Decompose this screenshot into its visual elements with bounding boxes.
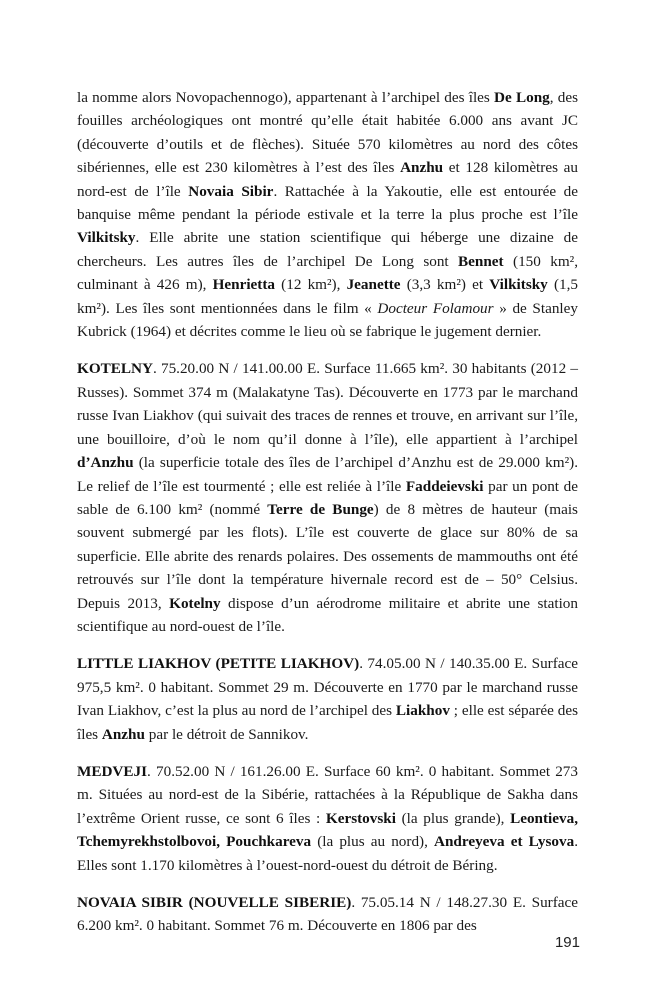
bold-term: LITTLE LIAKHOV (PETITE LIAKHOV) <box>77 655 360 673</box>
bold-term: Leontieva, Tchemyrekhstolbovoi, Pouchkareva <box>77 809 578 851</box>
bold-term: NOVAIA SIBIR (NOUVELLE SIBERIE) <box>77 894 352 911</box>
bold-term: d’Anzhu <box>77 454 134 472</box>
bold-term: Andreyeva et Lysova <box>434 833 575 851</box>
paragraph-little-liakhov <box>77 652 578 746</box>
bold-term: MEDVEJI <box>77 762 148 780</box>
text-run: . Elle abrite une station scientifique qui héberge une dizaine de chercheurs. Les autres îles de l’archipel De Long sont <box>77 229 578 270</box>
text-run: . 75.20.00 N / 141.00.00 E. Surface 11.665 km². 30 habitants (2012 – Russes). Sommet 374 m (Malakatyne Tas). Découverte en 1773 par le marchand russe Ivan Liakhov (qui suivait des traces de rennes et trouve, en arrivant sur l’île, une bouilloire, d’où le nom qu’il donne à l’île), elle appartient à l’archipel <box>77 360 578 448</box>
bold-term: Kerstovski <box>325 809 396 827</box>
text-run: par le détroit de Sannikov. <box>144 725 309 743</box>
bold-term: Faddeievski <box>405 477 484 495</box>
text-run: ; elle est séparée des îles <box>77 702 578 743</box>
paragraph-de-long <box>77 86 578 343</box>
bold-term: Novaia Sibir <box>188 182 274 200</box>
text-run: . Rattachée à la Yakoutie, elle est entourée de banquise même pendant la période estivale et la terre la plus proche est l’île <box>77 182 579 224</box>
text-run: . Elles sont 1.170 kilomètres à l’ouest-nord-ouest du détroit de Béring. <box>77 833 578 874</box>
text-run: . 70.52.00 N / 161.26.00 E. Surface 60 km². 0 habitant. Sommet 273 m. Situées au nord-est de la Sibérie, rattachées à la République de Sakha dans l’extrême Orient russe, ce sont 6 îles : <box>77 762 578 827</box>
bold-term: KOTELNY <box>77 360 153 378</box>
paragraph-kotelny <box>77 357 578 638</box>
bold-term: Liakhov <box>395 702 450 720</box>
paragraph-medveji <box>77 760 578 877</box>
bold-term: Henrietta <box>212 276 276 294</box>
text-run: dispose d’un aérodrome militaire et abrite une station scientifique au nord-ouest de l’île. <box>77 594 578 635</box>
text-run: . 75.05.14 N / 148.27.30 E. Surface 6.200 km². 0 habitant. Sommet 76 m. Découverte en 1806 par des <box>77 894 578 935</box>
text-run: » de Stanley Kubrick (1964) et décrites comme le lieu où se fabrique le jugement dernier. <box>77 299 578 341</box>
italic-title: Docteur Folamour <box>377 299 494 317</box>
text-run: (la plus au nord), <box>311 833 435 851</box>
text-run: par un pont de sable de 6.100 km² (nommé <box>77 477 578 518</box>
text-run: et 128 kilomètres au nord-est de l’île <box>77 159 578 200</box>
bold-term: Vilkitsky <box>489 276 548 294</box>
text-run: . 74.05.00 N / 140.35.00 E. Surface 975,5 km². 0 habitant. Sommet 29 m. Découverte en 1770 par le marchand russe Ivan Liakhov, c’est la plus au nord de l’archipel des <box>77 655 578 720</box>
text-run: la nomme alors Novopachennogo), appartenant à l’archipel des îles <box>77 89 495 106</box>
page-number: 191 <box>554 934 580 951</box>
bold-term: Anzhu <box>101 725 145 743</box>
bold-term: Terre de Bunge <box>267 500 374 518</box>
text-run: ) de 8 mètres de hauteur (mais souvent submergé par les flots). L’île est couverte de glace sur 80% de sa superficie. Elle abrite des renards polaires. Des ossements de mammouths ont été retrouvés sur l’île dont la température hivernale record est de – 50° Celsius. Depuis 2013, <box>77 500 578 612</box>
text-run: (la superficie totale des îles de l’archipel d’Anzhu est de 29.000 km²). Le relief de l’île est tourmenté ; elle est reliée à l’île <box>77 454 578 495</box>
text-run: (la plus grande), <box>395 809 511 827</box>
page-body <box>77 86 578 952</box>
text-run: (1,5 km²). Les îles sont mentionnées dans le film « <box>77 276 578 317</box>
bold-term: Vilkitsky <box>77 229 136 247</box>
text-run: (3,3 km²) et <box>400 276 490 294</box>
bold-term: De Long <box>494 89 550 106</box>
paragraph-novaia-sibir <box>77 891 578 938</box>
bold-term: Kotelny <box>169 594 221 612</box>
bold-term: Anzhu <box>400 159 444 177</box>
bold-term: Jeanette <box>346 276 401 294</box>
text-run: (12 km²), <box>275 276 347 294</box>
text-run: , des fouilles archéologiques ont montré qu’elle était habitée 6.000 ans avant JC (découverte d’outils et de flèches). Située 570 kilomètres au nord des côtes sibériennes, elle est 230 kilomètres à l’est des îles <box>77 89 578 177</box>
text-run: (150 km², culminant à 426 m), <box>77 252 579 294</box>
bold-term: Bennet <box>458 252 504 270</box>
